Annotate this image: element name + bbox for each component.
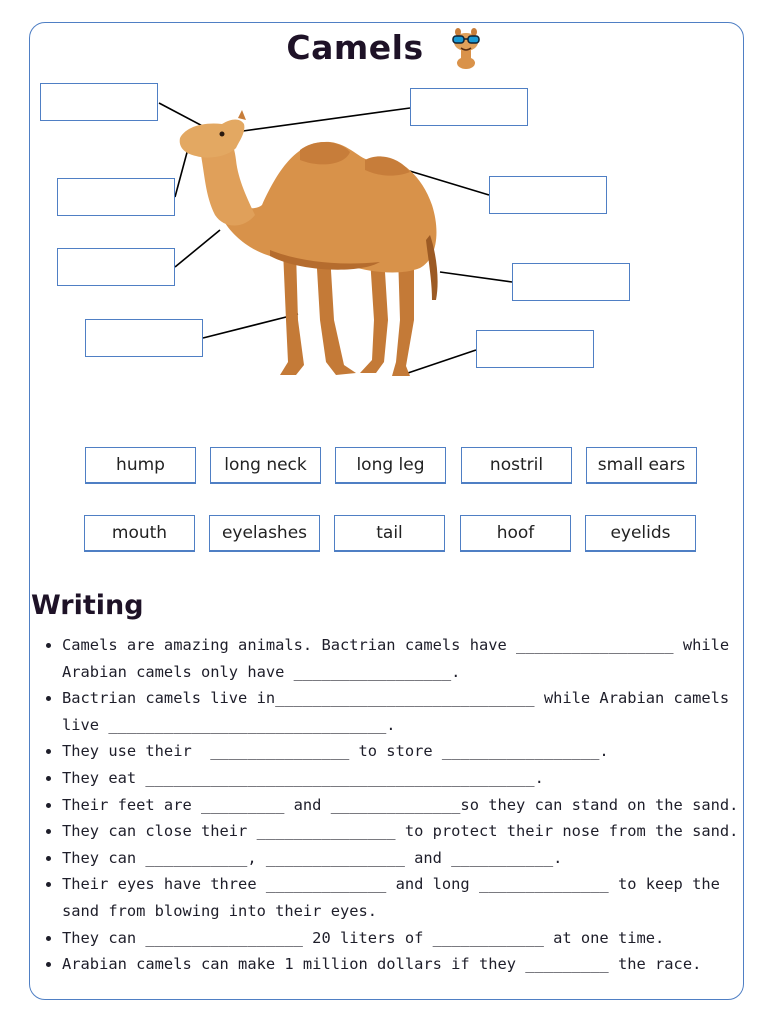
writing-sentence[interactable]: • Their eyes have three _____________ and long ______________ to keep the sand from blowing into their eyes. — [62, 871, 752, 924]
label-box-2[interactable] — [410, 88, 528, 126]
word-card-tail[interactable]: tail — [334, 515, 445, 552]
label-box-5[interactable] — [57, 248, 175, 286]
writing-sentence[interactable]: • They can close their _______________ to protect their nose from the sand. — [62, 818, 752, 845]
label-box-3[interactable] — [57, 178, 175, 216]
writing-sentence[interactable]: • They use their _______________ to store _________________. — [62, 738, 752, 765]
label-box-6[interactable] — [512, 263, 630, 301]
word-card-hoof[interactable]: hoof — [460, 515, 571, 552]
page-title-text: Camels — [286, 28, 424, 67]
label-box-8[interactable] — [476, 330, 594, 368]
word-card-mouth[interactable]: mouth — [84, 515, 195, 552]
word-card-eyelids[interactable]: eyelids — [585, 515, 696, 552]
writing-sentence[interactable]: • They can _________________ 20 liters of ____________ at one time. — [62, 925, 752, 952]
writing-sentence-list — [44, 632, 752, 978]
word-card-nostril[interactable]: nostril — [461, 447, 572, 484]
writing-sentence[interactable]: • They can ___________, _______________ and ___________. — [62, 845, 752, 872]
camel-illustration — [170, 110, 460, 390]
label-box-7[interactable] — [85, 319, 203, 357]
writing-heading: Writing — [31, 590, 144, 621]
word-card-hump[interactable]: hump — [85, 447, 196, 484]
writing-sentence[interactable]: • Arabian camels can make 1 million dollars if they _________ the race. — [62, 951, 752, 978]
writing-sentence[interactable]: • They eat __________________________________________. — [62, 765, 752, 792]
label-box-4[interactable] — [489, 176, 607, 214]
word-card-small-ears[interactable]: small ears — [586, 447, 697, 484]
word-card-eyelashes[interactable]: eyelashes — [209, 515, 320, 552]
writing-sentence[interactable]: • Their feet are _________ and ______________so they can stand on the sand. — [62, 792, 752, 819]
word-card-long-leg[interactable]: long leg — [335, 447, 446, 484]
writing-sentence[interactable]: • Camels are amazing animals. Bactrian camels have _________________ while Arabian camels only have _________________. — [62, 632, 752, 685]
writing-sentence[interactable]: • Bactrian camels live in____________________________ while Arabian camels live ______________________________. — [62, 685, 752, 738]
word-card-long-neck[interactable]: long neck — [210, 447, 321, 484]
label-box-1[interactable] — [40, 83, 158, 121]
